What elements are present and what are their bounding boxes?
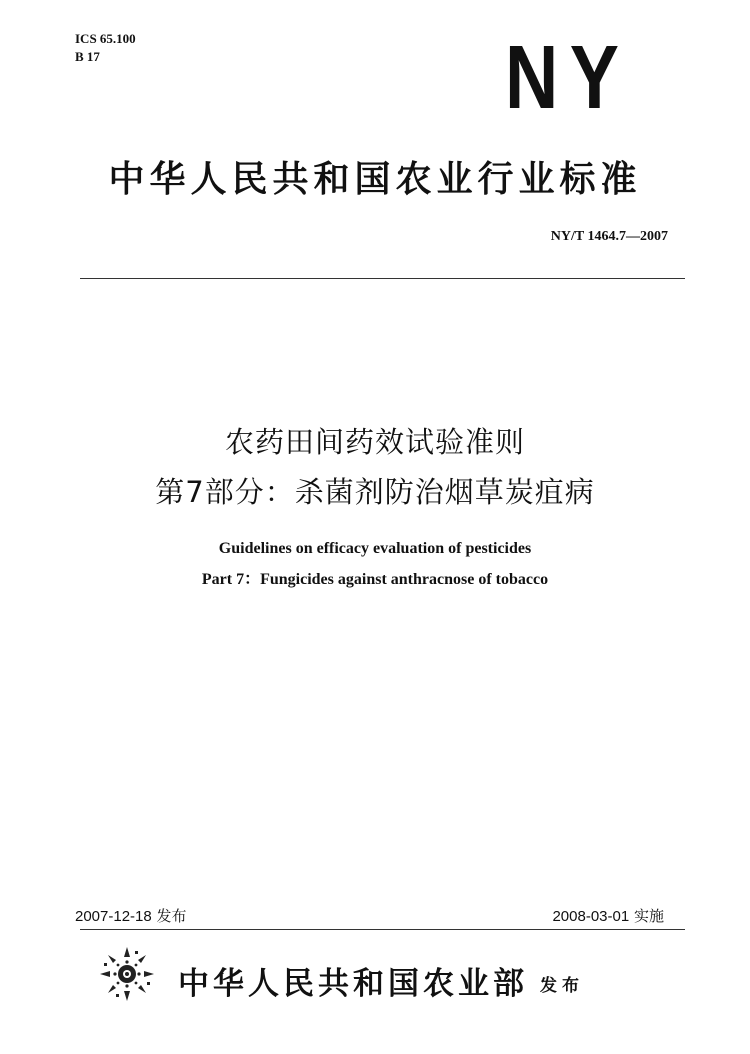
publisher-name: 中华人民共和国农业部 [178, 966, 528, 1002]
bottom-divider [80, 929, 685, 930]
ccs-code: B 17 [75, 49, 100, 64]
ics-code: ICS 65.100 [75, 31, 136, 46]
effective-date [552, 905, 664, 926]
standard-number: NY/T 1464.7—2007 [550, 229, 668, 244]
effective-date-value: 2008-03-01 [552, 908, 630, 925]
title-en-line1: Guidelines on efficacy evaluation of pesticides [218, 540, 532, 557]
classification-codes [75, 30, 136, 66]
publisher-action: 发布 [540, 976, 584, 996]
ministry-emblem-icon [96, 943, 158, 1005]
ny-logo: NY [505, 28, 631, 128]
title-cn-line2: 第7部分：杀菌剂防治烟草炭疽病 [155, 475, 595, 509]
title-en-line2: Part 7：Fungicides against anthracnose of tobacco [201, 571, 549, 588]
top-divider [80, 278, 685, 279]
effective-date-label: 实施 [633, 907, 664, 925]
issue-date [75, 905, 187, 926]
title-cn-line1: 农药田间药效试验准则 [224, 425, 525, 459]
issue-date-label: 发布 [156, 907, 187, 925]
standard-category: 中华人民共和国农业行业标准 [108, 159, 642, 200]
issue-date-value: 2007-12-18 [75, 908, 152, 925]
